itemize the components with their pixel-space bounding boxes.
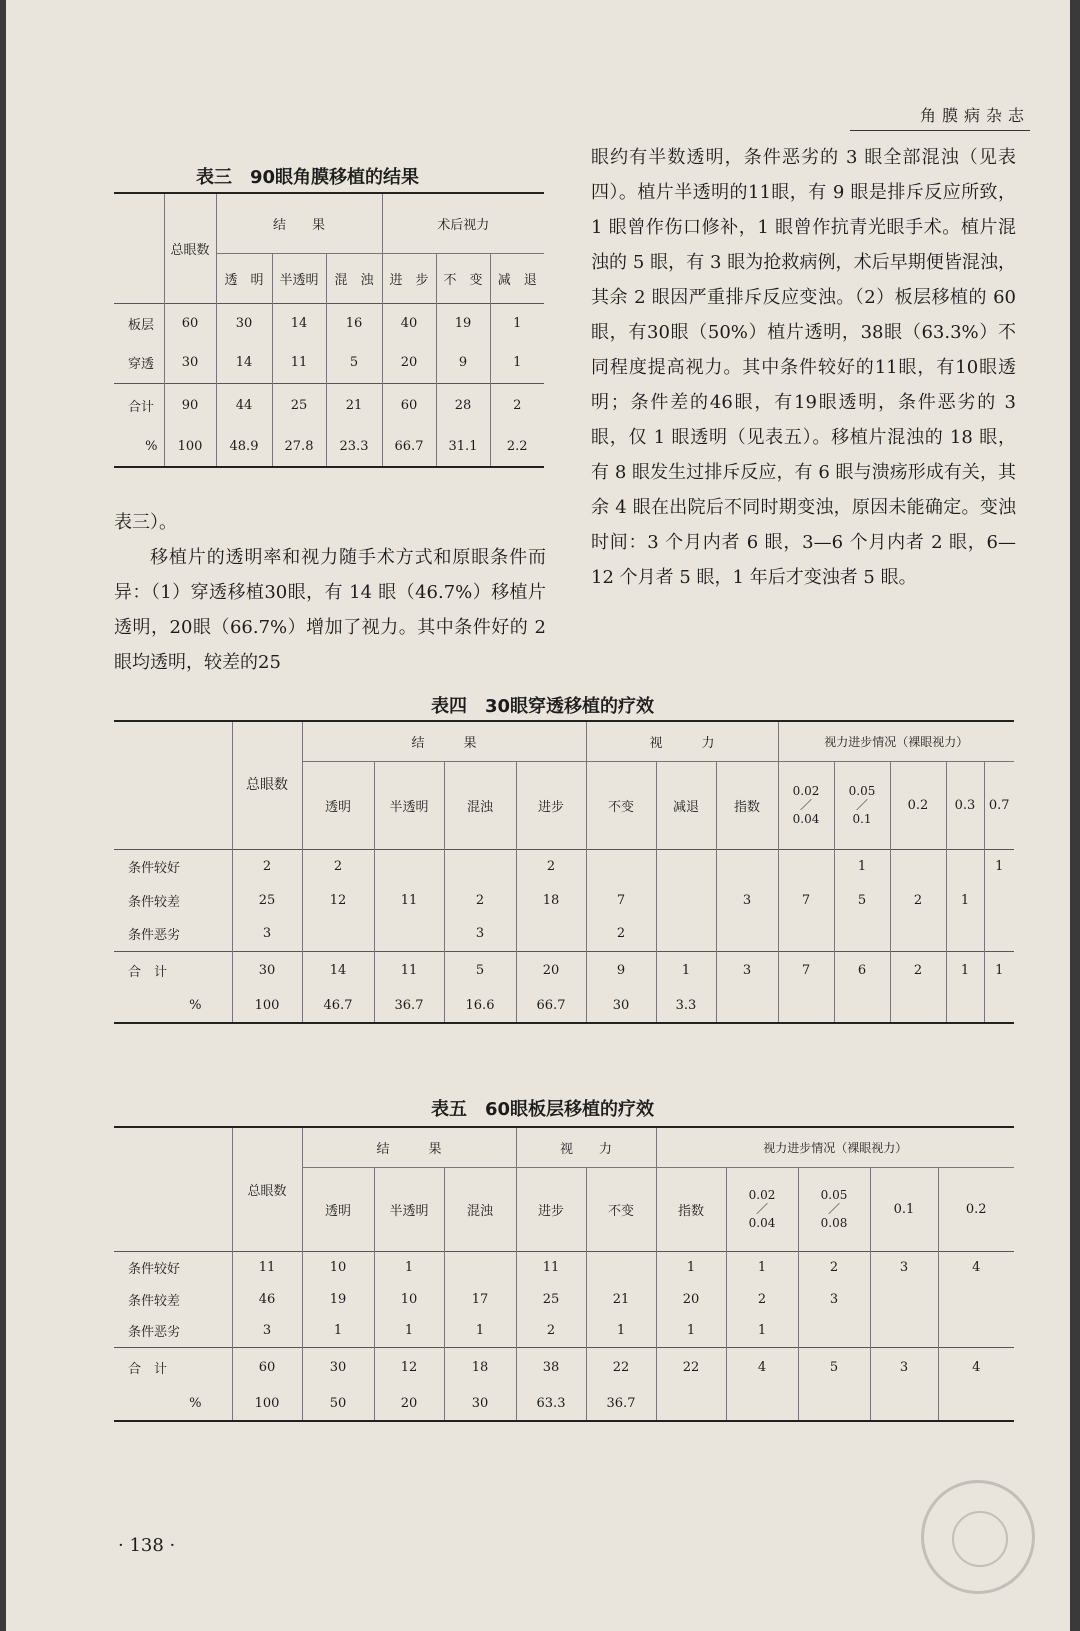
table-cell: 2 — [444, 883, 516, 917]
table-cell: 4 — [938, 1251, 1014, 1283]
table-cell: 18 — [516, 883, 586, 917]
table-cell — [656, 849, 716, 883]
table-cell: 20 — [382, 343, 436, 383]
table-cell: 3 — [870, 1251, 938, 1283]
table-cell — [798, 1315, 870, 1347]
table3-subheader: 进 步 — [382, 253, 436, 303]
table5-subheader: 指数 — [656, 1167, 726, 1251]
table-cell: 100 — [232, 1387, 302, 1421]
table5-subheader: 透明 — [302, 1167, 374, 1251]
table-cell: 11 — [516, 1251, 586, 1283]
left-text-block — [114, 505, 546, 680]
page-number: · 138 · — [118, 1535, 176, 1556]
table-cell: 36.7 — [374, 989, 444, 1023]
table-cell — [716, 989, 778, 1023]
table-cell — [778, 849, 834, 883]
table4-header-progress: 视力进步情况（裸眼视力） — [778, 721, 1014, 761]
table-row — [114, 343, 544, 383]
frac-bottom: 0.1 — [852, 811, 872, 826]
table-row — [114, 1283, 1014, 1315]
table-cell: 25 — [272, 383, 326, 427]
table-cell: 30 — [216, 303, 272, 343]
table-cell: 2 — [890, 883, 946, 917]
table-cell: 60 — [382, 383, 436, 427]
table-cell: 22 — [656, 1347, 726, 1387]
table-row — [114, 303, 544, 343]
table-cell: 30 — [586, 989, 656, 1023]
table-cell: 7 — [778, 951, 834, 989]
table4-subheader: 0.7 — [984, 761, 1014, 849]
table3-header-total: 总眼数 — [164, 193, 216, 303]
table-cell: 5 — [326, 343, 382, 383]
table3-header-result: 结 果 — [216, 193, 382, 253]
table-cell: 50 — [302, 1387, 374, 1421]
table-cell — [984, 883, 1014, 917]
table-row — [114, 989, 1014, 1023]
table-cell: 1 — [586, 1315, 656, 1347]
table-cell: 11 — [272, 343, 326, 383]
table-cell — [716, 917, 778, 951]
table4 — [114, 720, 1014, 1024]
table-cell — [870, 1283, 938, 1315]
table-cell: 20 — [656, 1283, 726, 1315]
table-cell: 18 — [444, 1347, 516, 1387]
table-cell: 25 — [516, 1283, 586, 1315]
table-cell: 30 — [444, 1387, 516, 1421]
row-label: % — [114, 1387, 232, 1421]
row-label: 合 计 — [114, 951, 232, 989]
table-cell: 22 — [586, 1347, 656, 1387]
table-cell: 46.7 — [302, 989, 374, 1023]
table-cell: 11 — [374, 951, 444, 989]
table-row — [114, 883, 1014, 917]
row-label: 合计 — [114, 383, 164, 427]
row-label: % — [114, 989, 232, 1023]
table-cell — [778, 917, 834, 951]
table5-frac-header: 0.02 ／ 0.04 — [726, 1167, 798, 1251]
table-cell: 16 — [326, 303, 382, 343]
row-label: 合 计 — [114, 1347, 232, 1387]
table-row — [114, 1347, 1014, 1387]
table-cell: 10 — [302, 1251, 374, 1283]
table5-subheader: 不变 — [586, 1167, 656, 1251]
table-cell: 1 — [656, 1251, 726, 1283]
row-label: 条件恶劣 — [128, 928, 181, 944]
table4-subheader: 0.3 — [946, 761, 984, 849]
table-cell: 30 — [302, 1347, 374, 1387]
table-cell: 2 — [516, 1315, 586, 1347]
table3-subheader: 不 变 — [436, 253, 490, 303]
table5-subheader: 混浊 — [444, 1167, 516, 1251]
table4-subheader: 透明 — [302, 761, 374, 849]
table-cell: 21 — [326, 383, 382, 427]
row-label: 板层 — [114, 303, 164, 343]
frac-top: 0.02 — [792, 783, 820, 798]
table5-subheader: 0.1 — [870, 1167, 938, 1251]
table-cell: 66.7 — [516, 989, 586, 1023]
row-label: 条件较好 — [114, 1251, 232, 1283]
table-cell: 21 — [586, 1283, 656, 1315]
table-cell: 14 — [272, 303, 326, 343]
table3-subheader: 半透明 — [272, 253, 326, 303]
table-cell: 40 — [382, 303, 436, 343]
frac-top: 0.05 — [820, 1187, 848, 1202]
table-row — [114, 427, 544, 467]
table5-frac-header: 0.05 ／ 0.08 — [798, 1167, 870, 1251]
frac-bottom: 0.08 — [820, 1215, 848, 1230]
table-cell: 2 — [232, 849, 302, 883]
table-cell: 1 — [656, 951, 716, 989]
table-cell: 3 — [798, 1283, 870, 1315]
table-cell: 25 — [232, 883, 302, 917]
table-cell: 5 — [444, 951, 516, 989]
table-cell: 2 — [586, 917, 656, 951]
table-cell: 100 — [232, 989, 302, 1023]
table5-subheader: 0.2 — [938, 1167, 1014, 1251]
table5-header-progress: 视力进步情况（裸眼视力） — [656, 1127, 1014, 1167]
table5-header-result: 结 果 — [302, 1127, 516, 1167]
table-cell: 2 — [798, 1251, 870, 1283]
frac-top: 0.05 — [848, 783, 876, 798]
table-cell: 1 — [444, 1315, 516, 1347]
table-cell: 14 — [302, 951, 374, 989]
table-cell: 20 — [374, 1387, 444, 1421]
table-cell: 11 — [374, 883, 444, 917]
table-cell: 3 — [870, 1347, 938, 1387]
table-row — [114, 951, 1014, 989]
table-cell: 19 — [436, 303, 490, 343]
table-cell: 60 — [164, 303, 216, 343]
table-cell — [656, 917, 716, 951]
table4-header-vision: 视 力 — [586, 721, 778, 761]
table-row — [114, 917, 1014, 951]
table-cell: 31.1 — [436, 427, 490, 467]
table-cell: 2 — [516, 849, 586, 883]
table-cell: 1 — [656, 1315, 726, 1347]
paragraph: 眼约有半数透明，条件恶劣的 3 眼全部混浊（见表四）。植片半透明的11眼，有 9 眼是排斥反应所致，1 眼曾作伤口修补，1 眼曾作抗青光眼手术。植片混浊的 5 眼，有 3 眼为抢救病例，术后早期便皆混浊，其余 2 眼因严重排斥反应变浊。（2）板层移植的 60眼，有30眼（50%）植片透明，38眼（63.3%）不同程度提高视力。其中条件较好的11眼，有10眼透明；条件差的46眼，有19眼透明，条件恶劣的 3 眼，仅 1 眼透明（见表五）。移植片混浊的 18 眼，有 8 眼发生过排斥反应，有 6 眼与溃疡形成有关，其余 4 眼在出院后不同时期变浊，原因未能确定。变浊时间：3 个月内者 6 眼，3—6 个月内者 2 眼，6—12 个月者 5 眼，1 年后才变浊者 5 眼。 — [591, 147, 1016, 588]
row-label: 条件较好 — [114, 849, 232, 883]
table-cell: 60 — [232, 1347, 302, 1387]
table-cell: 1 — [984, 951, 1014, 989]
table4-subheader: 混浊 — [444, 761, 516, 849]
table-cell — [778, 989, 834, 1023]
table-cell: 66.7 — [382, 427, 436, 467]
table3-caption: 表三 90眼角膜移植的结果 — [196, 167, 420, 188]
table-cell — [946, 989, 984, 1023]
table-cell: 4 — [938, 1347, 1014, 1387]
table4-frac-header: 0.05 ／ 0.1 — [834, 761, 890, 849]
table-cell: 9 — [586, 951, 656, 989]
table-cell: 48.9 — [216, 427, 272, 467]
table-cell: 3.3 — [656, 989, 716, 1023]
table4-header-result: 结 果 — [302, 721, 586, 761]
table-cell: 16.6 — [444, 989, 516, 1023]
frac-top: 0.02 — [748, 1187, 776, 1202]
table-cell: 63.3 — [516, 1387, 586, 1421]
table-cell — [890, 917, 946, 951]
table4-subheader: 0.2 — [890, 761, 946, 849]
table-cell: 27.8 — [272, 427, 326, 467]
row-label: % — [114, 427, 164, 467]
table-cell: 3 — [444, 917, 516, 951]
table5 — [114, 1126, 1014, 1422]
table4-header-total: 总眼数 — [232, 721, 302, 849]
table-cell: 2 — [890, 951, 946, 989]
table-row — [114, 1315, 1014, 1347]
table-cell — [938, 1283, 1014, 1315]
paragraph: 表三）。 — [114, 512, 177, 533]
table-cell: 1 — [726, 1251, 798, 1283]
table-cell: 7 — [778, 883, 834, 917]
table-row — [114, 1251, 1014, 1283]
table-cell: 1 — [726, 1315, 798, 1347]
table-cell: 6 — [834, 951, 890, 989]
table-cell — [870, 1387, 938, 1421]
museum-watermark-seal — [921, 1480, 1035, 1594]
table-row — [114, 849, 1014, 883]
document-page — [6, 0, 1070, 1631]
journal-title: 角膜病杂志 — [850, 103, 1030, 131]
table-cell — [946, 849, 984, 883]
table-cell: 1 — [490, 303, 544, 343]
table-cell: 9 — [436, 343, 490, 383]
frac-bottom: 0.04 — [792, 811, 820, 826]
table-cell — [374, 849, 444, 883]
table-cell: 2 — [726, 1283, 798, 1315]
table-cell — [984, 989, 1014, 1023]
table-cell — [798, 1387, 870, 1421]
table-cell — [302, 917, 374, 951]
table-cell — [586, 849, 656, 883]
table-cell: 30 — [232, 951, 302, 989]
row-label: 条件较差 — [128, 1293, 181, 1309]
table-cell: 3 — [232, 1315, 302, 1347]
table-cell — [516, 917, 586, 951]
table-cell — [374, 917, 444, 951]
table-cell: 5 — [798, 1347, 870, 1387]
row-label: 穿透 — [128, 357, 155, 373]
table-cell — [938, 1387, 1014, 1421]
table-cell: 2 — [302, 849, 374, 883]
table-cell: 17 — [444, 1283, 516, 1315]
row-label: 条件恶劣 — [128, 1325, 181, 1341]
table3-subheader: 透 明 — [216, 253, 272, 303]
table-cell: 20 — [516, 951, 586, 989]
table5-caption: 表五 60眼板层移植的疗效 — [431, 1099, 655, 1120]
table-cell: 1 — [374, 1315, 444, 1347]
table-cell: 3 — [716, 883, 778, 917]
table-cell: 7 — [586, 883, 656, 917]
table-cell: 38 — [516, 1347, 586, 1387]
table3 — [114, 192, 544, 468]
table-cell: 1 — [946, 951, 984, 989]
table-cell: 46 — [232, 1283, 302, 1315]
table4-subheader: 减退 — [656, 761, 716, 849]
table-cell — [716, 849, 778, 883]
table-row — [114, 383, 544, 427]
table-cell — [984, 917, 1014, 951]
table-cell: 1 — [834, 849, 890, 883]
table-cell — [890, 849, 946, 883]
table-cell: 100 — [164, 427, 216, 467]
table-cell — [946, 917, 984, 951]
table-cell — [726, 1387, 798, 1421]
table-cell — [834, 917, 890, 951]
table-cell: 36.7 — [586, 1387, 656, 1421]
eye-icon — [952, 1511, 1008, 1567]
table4-subheader: 不变 — [586, 761, 656, 849]
table3-header-vision: 术后视力 — [382, 193, 544, 253]
table-cell — [834, 989, 890, 1023]
table-cell: 1 — [374, 1251, 444, 1283]
table-cell: 1 — [490, 343, 544, 383]
table-cell: 4 — [726, 1347, 798, 1387]
table-row — [114, 1387, 1014, 1421]
table3-subheader: 减 退 — [490, 253, 544, 303]
table4-frac-header: 0.02 ／ 0.04 — [778, 761, 834, 849]
table-cell: 44 — [216, 383, 272, 427]
table4-subheader: 半透明 — [374, 761, 444, 849]
right-text-block — [591, 140, 1016, 595]
table-cell — [870, 1315, 938, 1347]
table5-subheader: 进步 — [516, 1167, 586, 1251]
table-cell: 1 — [302, 1315, 374, 1347]
table5-header-total: 总眼数 — [232, 1127, 302, 1251]
table-cell — [444, 849, 516, 883]
table-cell: 1 — [946, 883, 984, 917]
table4-subheader: 指数 — [716, 761, 778, 849]
table-cell: 19 — [302, 1283, 374, 1315]
table-cell: 11 — [232, 1251, 302, 1283]
table-cell: 12 — [302, 883, 374, 917]
table-cell — [586, 1251, 656, 1283]
table3-subheader: 混 浊 — [326, 253, 382, 303]
table-cell: 28 — [436, 383, 490, 427]
table5-header-vision: 视 力 — [516, 1127, 656, 1167]
table-cell: 12 — [374, 1347, 444, 1387]
table-cell: 23.3 — [326, 427, 382, 467]
table-cell: 5 — [834, 883, 890, 917]
table-cell: 14 — [216, 343, 272, 383]
table-cell: 2 — [490, 383, 544, 427]
frac-bottom: 0.04 — [748, 1215, 776, 1230]
table-cell — [444, 1251, 516, 1283]
table-cell — [656, 1387, 726, 1421]
table-cell: 10 — [374, 1283, 444, 1315]
table-cell: 90 — [164, 383, 216, 427]
table-cell: 3 — [716, 951, 778, 989]
table-cell — [890, 989, 946, 1023]
table-cell: 30 — [164, 343, 216, 383]
table-cell — [938, 1315, 1014, 1347]
paragraph: 移植片的透明率和视力随手术方式和原眼条件而异：（1）穿透移植30眼，有 14 眼（46.7%）移植片透明，20眼（66.7%）增加了视力。其中条件好的 2 眼均透明，较差的25 — [114, 547, 546, 673]
table4-caption: 表四 30眼穿透移植的疗效 — [431, 696, 655, 717]
row-label: 条件较差 — [128, 894, 181, 910]
table-cell — [656, 883, 716, 917]
table5-subheader: 半透明 — [374, 1167, 444, 1251]
table-cell: 2.2 — [490, 427, 544, 467]
table4-subheader: 进步 — [516, 761, 586, 849]
table-cell: 1 — [984, 849, 1014, 883]
table-cell: 3 — [232, 917, 302, 951]
